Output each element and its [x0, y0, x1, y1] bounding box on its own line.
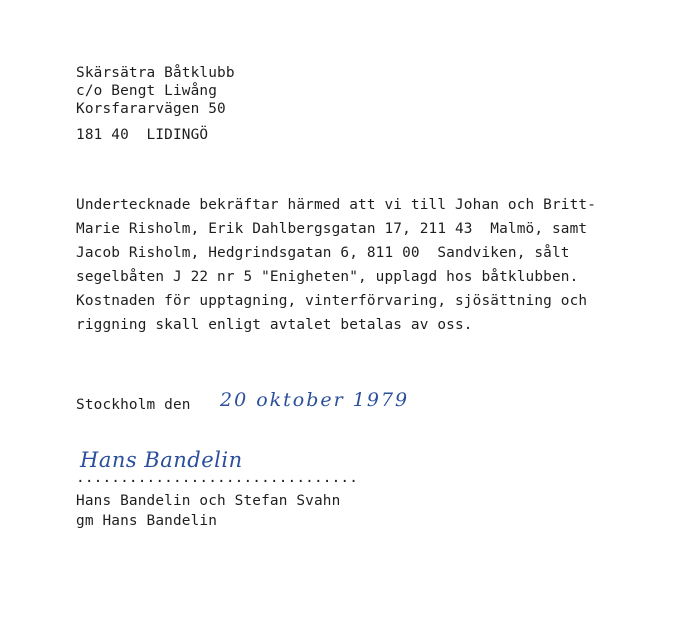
body-line: Undertecknade bekräftar härmed att vi till Johan och Britt- — [76, 197, 597, 213]
body-line: segelbåten J 22 nr 5 "Enigheten", upplagd hos båtklubben. — [76, 269, 579, 285]
recipient-co: c/o Bengt Liwång — [76, 83, 218, 99]
recipient-street: Korsfararvägen 50 — [76, 101, 226, 117]
body-line: Marie Risholm, Erik Dahlbergsgatan 17, 211 43 Malmö, samt — [76, 221, 588, 237]
signatory-names: Hans Bandelin och Stefan Svahn — [76, 493, 341, 509]
signatory-on-behalf: gm Hans Bandelin — [76, 513, 218, 529]
handwritten-signature: Hans Bandelin — [80, 448, 243, 472]
body-line: Kostnaden för upptagning, vinterförvaring, sjösättning och — [76, 293, 588, 309]
place-date-prefix: Stockholm den — [76, 397, 191, 413]
body-line: Jacob Risholm, Hedgrindsgatan 6, 811 00 Sandviken, sålt — [76, 245, 570, 261]
signature-line: ................................ — [76, 470, 359, 486]
recipient-postal: 181 40 LIDINGÖ — [76, 127, 209, 143]
body-line: riggning skall enligt avtalet betalas av oss. — [76, 317, 473, 333]
handwritten-date: 20 oktober 1979 — [220, 389, 410, 411]
recipient-name: Skärsätra Båtklubb — [76, 65, 235, 81]
